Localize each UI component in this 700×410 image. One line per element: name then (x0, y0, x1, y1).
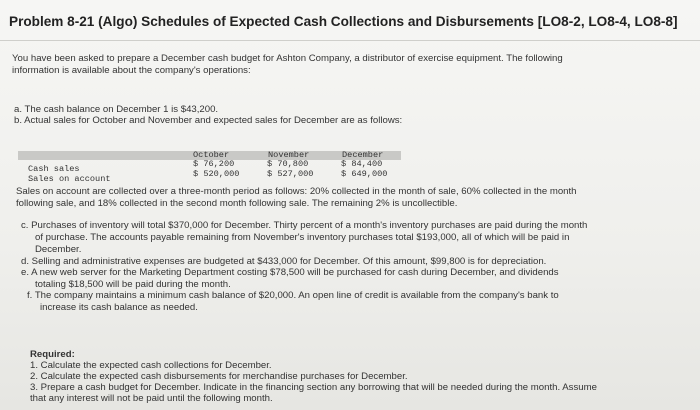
intro-text (12, 53, 563, 77)
item-c-line-1: c. Purchases of inventory will total $370,000 for December. Thirty percent of a month's inventory purchases are paid during the month (21, 220, 588, 231)
item-f-line-1: f. The company maintains a minimum cash balance of $20,000. An open line of credit is available from the company's bank to (27, 290, 559, 301)
required-heading: Required: (30, 349, 75, 360)
collections-line-2: following sale, and 18% collected in the second month following sale. The remaining 2% is uncollectible. (16, 198, 458, 209)
collections-line-1: Sales on account are collected over a three-month period as follows: 20% collected in the month of sale, 60% collected in the month (16, 186, 577, 197)
cash-sales-november: $ 70,800 (267, 159, 309, 169)
intro-line-1: You have been asked to prepare a December cash budget for Ashton Company, a distributor of exercise equipment. The following (12, 53, 563, 64)
item-b: b. Actual sales for October and November and expected sales for December are as follows: (14, 115, 403, 126)
item-f-line-2: increase its cash balance as needed. (40, 302, 198, 313)
account-sales-november: $ 527,000 (267, 169, 314, 179)
problem-title: Problem 8-21 (Algo) Schedules of Expected Cash Collections and Disbursements [LO8-2, LO8-4, LO8-8] (9, 14, 678, 29)
required-2: 2. Calculate the expected cash disbursements for merchandise purchases for December. (30, 371, 408, 382)
cash-sales-december: $ 84,400 (341, 159, 383, 169)
row-label-cash-sales: Cash sales (28, 164, 80, 174)
item-e-line-2: totaling $18,500 will be paid during the month. (35, 279, 231, 290)
column-header-october: October (193, 150, 230, 160)
item-a: a. The cash balance on December 1 is $43,200. (14, 104, 219, 115)
item-c-line-3: December. (35, 244, 82, 255)
intro-line-2: information is available about the company's operations: (12, 65, 251, 76)
row-label-sales-on-account: Sales on account (28, 174, 111, 184)
item-c-line-2: of purchase. The accounts payable remaining from November's inventory purchases total $193,000, all of which will be paid in (35, 232, 570, 243)
cash-sales-october: $ 76,200 (193, 159, 235, 169)
required-3-line-2: that any interest will not be paid until the following month. (30, 393, 273, 404)
account-sales-october: $ 520,000 (193, 169, 240, 179)
required-3-line-1: 3. Prepare a cash budget for December. Indicate in the financing section any borrowing that will be needed during the month. Assume (30, 382, 597, 393)
column-header-december: December (342, 150, 384, 160)
item-d: d. Selling and administrative expenses are budgeted at $433,000 for December. Of this amount, $99,800 is for depreciation. (21, 256, 547, 267)
account-sales-december: $ 649,000 (341, 169, 388, 179)
title-divider (0, 40, 700, 41)
sales-table (18, 151, 401, 185)
item-e-line-1: e. A new web server for the Marketing Department costing $78,500 will be purchased for cash during December, and dividends (21, 267, 559, 278)
collections-text (16, 186, 577, 210)
required-1: 1. Calculate the expected cash collections for December. (30, 360, 272, 371)
column-header-november: November (268, 150, 310, 160)
